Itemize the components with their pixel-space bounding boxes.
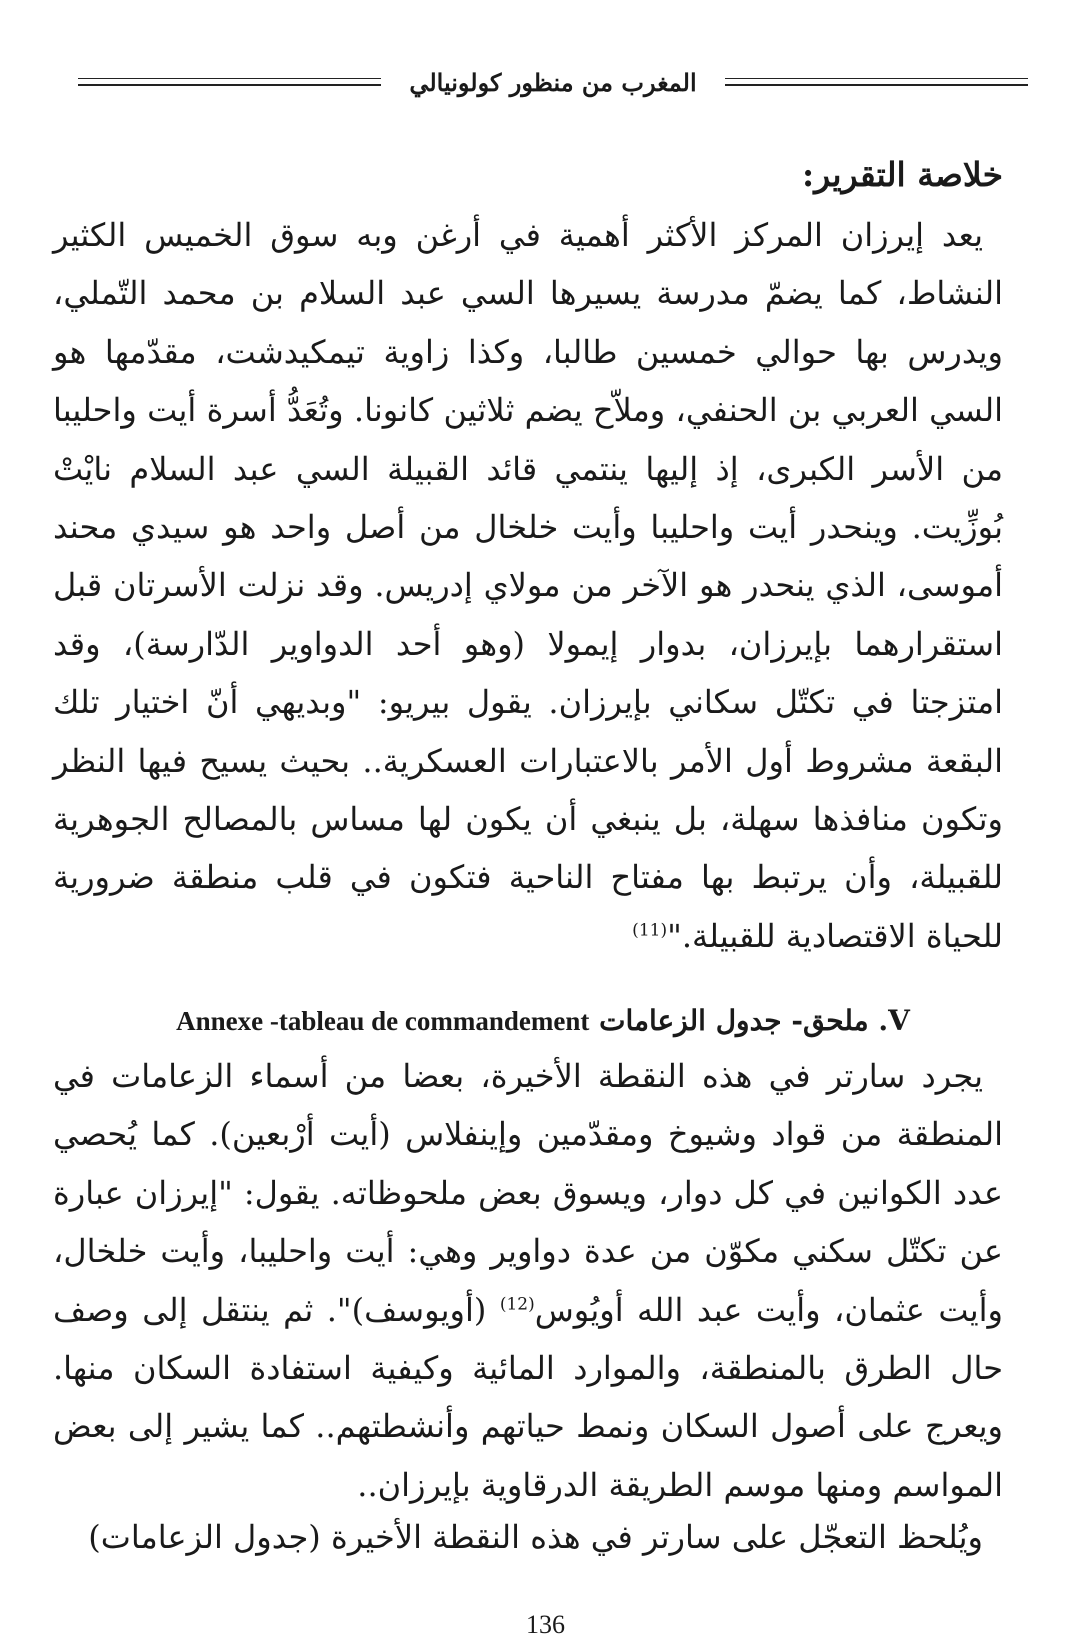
footnote-ref-11: (11) <box>632 920 668 941</box>
header-rule-left <box>78 78 381 86</box>
annex-section-number: V. <box>878 1004 910 1037</box>
annex-text-c: ويُلحظ التعجّل على سارتر في هذه النقطة الأخيرة (جدول الزعامات) <box>88 1518 983 1556</box>
footnote-ref-12: (12) <box>499 1293 535 1314</box>
header-title: المغرب من منظور كولونيالي <box>409 67 697 97</box>
annex-text-b: (أويوسف)". ثم ينتقل إلى وصف حال الطرق بالمنطقة، والموارد المائية وكيفية استفادة السكان منها. ويعرج على أصول السكان ونمط حياتهم وأنشطتهم.. كما يشير إلى بعض المواسم ومنها موسم الطريقة الدرقاوية بإيرزان.. <box>53 1290 1003 1504</box>
annex-text-a: يجرد سارتر في هذه النقطة الأخيرة، بعضا من أسماء الزعامات في المنطقة من قواد وشيوخ ومقدّمين وإينفلاس (أيت أرْبعين). كما يُحصي عدد الكوانين في كل دوار، ويسوق بعض ملحوظاته. يقول: "إيرزان عبارة عن تكتّل سكني مكوّن من عدة دواوير وهي: أيت واحليبا، وأيت خلخال، وأيت عثمان، وأيت عبد الله أويُوس <box>53 1057 1004 1329</box>
header-rule-right <box>725 78 1028 86</box>
summary-paragraph <box>53 206 1003 965</box>
annex-heading-arabic: ملحق- جدول الزعامات <box>599 1004 869 1037</box>
page-number: 136 <box>526 1610 565 1639</box>
annex-paragraph-continued <box>53 1508 1003 1566</box>
annex-paragraph <box>53 1047 1003 1514</box>
annex-heading-french: Annexe -tableau de commandement <box>176 1006 590 1036</box>
section-heading-annex <box>113 1004 973 1037</box>
running-header <box>78 62 1028 102</box>
section-heading-summary: خلاصة التقرير: <box>802 155 1003 194</box>
summary-text: يعد إيرزان المركز الأكثر أهمية في أرغن وبه سوق الخميس الكثير النشاط، كما يضمّ مدرسة يسيرها السي عبد السلام بن محمد التّملي، ويدرس بها حوالي خمسين طالبا، وكذا زاوية تيمكيدشت، مقدّمها هو السي العربي بن الحنفي، وملاّح يضم ثلاثين كانونا. وتُعَدُّ أسرة أيت واحليبا من الأسر الكبرى، إذ إليها ينتمي قائد القبيلة السي عبد السلام نايْتْ بُوزِّيت. وينحدر أيت واحليبا وأيت خلخال من أصل واحد هو سيدي محند أموسى، الذي ينحدر هو الآخر من مولاي إدريس. وقد نزلت الأسرتان قبل استقرارهما بإيرزان، بدوار إيمولا (وهو أحد الدواوير الدّارسة)، وقد امتزجتا في تكتّل سكاني بإيرزان. يقول بيريو: "وبديهي أنّ اختيار تلك البقعة مشروط أول الأمر بالاعتبارات العسكرية.. بحيث يسيح فيها النظر وتكون منافذها سهلة، بل ينبغي أن يكون لها مساس بالمصالح الجوهرية للقبيلة، وأن يرتبط بها مفتاح الناحية فتكون في قلب منطقة ضرورية للحياة الاقتصادية للقبيلة." <box>53 216 1004 955</box>
